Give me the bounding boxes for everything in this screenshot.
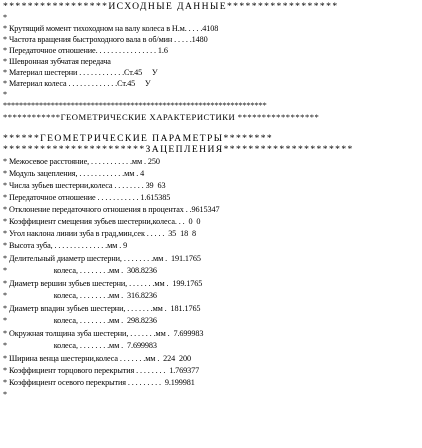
text-line: * Угол наклона линии зуба в град,мин,сек . . . . . 35 18 8: [3, 229, 196, 238]
text-line: * колеса, . . . . . . . .мм . 7.699983: [3, 341, 157, 350]
text-line: * колеса, . . . . . . . .мм . 298.8236: [3, 316, 157, 325]
text-line: * Шевронная зубчатая передача: [3, 57, 111, 66]
text-line: * Диаметр впадин зубьев шестерни, . . . . . . .мм . 181.1765: [3, 304, 201, 313]
text-line: * Отклонение передаточного отношения в процентах . .9615347: [3, 205, 220, 214]
text-line: * Диаметр вершин зубьев шестерни, . . . . . . .мм . 199.1765: [3, 279, 203, 288]
text-line: * Межосевое расстояние, . . . . . . . . . . .мм . 250: [3, 157, 160, 166]
text-line: * колеса, . . . . . . . .мм . 316.8236: [3, 291, 157, 300]
text-line: * Модуль зацепления, . . . . . . . . . . . .мм . 4: [3, 169, 145, 178]
text-line: * Передаточное отношение. . . . . . . . . . . . . . . . 1.6: [3, 46, 168, 55]
separator-line: ******************************************************************: [3, 101, 267, 110]
text-line: * Передаточное отношение . . . . . . . . . . . 1.615385: [3, 193, 171, 202]
text-line: * Коэффициент торцового перекрытия . . . . . . . . 1.769377: [3, 366, 200, 375]
header-meshing: ***********************ЗАЦЕПЛЕНИЯ*********************: [3, 145, 354, 155]
text-line: * Высота зуба, . . . . . . . . . . . . . .мм . 9: [3, 241, 128, 250]
text-line: * Окружная толщина зуба шестерни, . . . . . . .мм . 7.699983: [3, 329, 204, 338]
text-line: * Материал колеса . . . . . . . . . . . . .Ст.45 У: [3, 79, 151, 88]
text-line: * Частота вращения быстроходного вала в об/мин . . . . .1480: [3, 35, 208, 44]
text-line: * Ширина венца шестерни,колеса . . . . . . .мм . 224 200: [3, 354, 192, 363]
text-line: * Делительный диаметр шестерни, . . . . . . . .мм . 191.1765: [3, 254, 201, 263]
text-line: * Крутящий момент тихоходном на валу колеса в Н.м. . . . .4108: [3, 24, 219, 33]
text-line: *: [3, 390, 7, 399]
header-geometric-parameters: ******ГЕОМЕТРИЧЕСКИЕ ПАРАМЕТРЫ********: [3, 134, 274, 144]
text-line: * Материал шестерни . . . . . . . . . . . .Ст.45 У: [3, 68, 158, 77]
text-line: * Коэффициент осевого перекрытия . . . . . . . . . 9.199981: [3, 378, 195, 387]
text-line: * Числа зубьев шестерни,колеса . . . . . . . . 39 63: [3, 181, 166, 190]
header-input-data: *****************ИСХОДНЫЕ ДАННЫЕ******************: [3, 2, 339, 12]
text-line: * Коэффициент смещения зубьев шестерни,колеса. . . 0 0: [3, 217, 201, 226]
blank-line: [3, 123, 420, 133]
header-geometric-characteristics: ************ГЕОМЕТРИЧЕСКИЕ ХАРАКТЕРИСТИКИ *****************: [3, 112, 320, 122]
text-line: *: [3, 13, 7, 22]
text-line: *: [3, 90, 7, 99]
text-line: * колеса, . . . . . . . .мм . 308.8236: [3, 266, 157, 275]
